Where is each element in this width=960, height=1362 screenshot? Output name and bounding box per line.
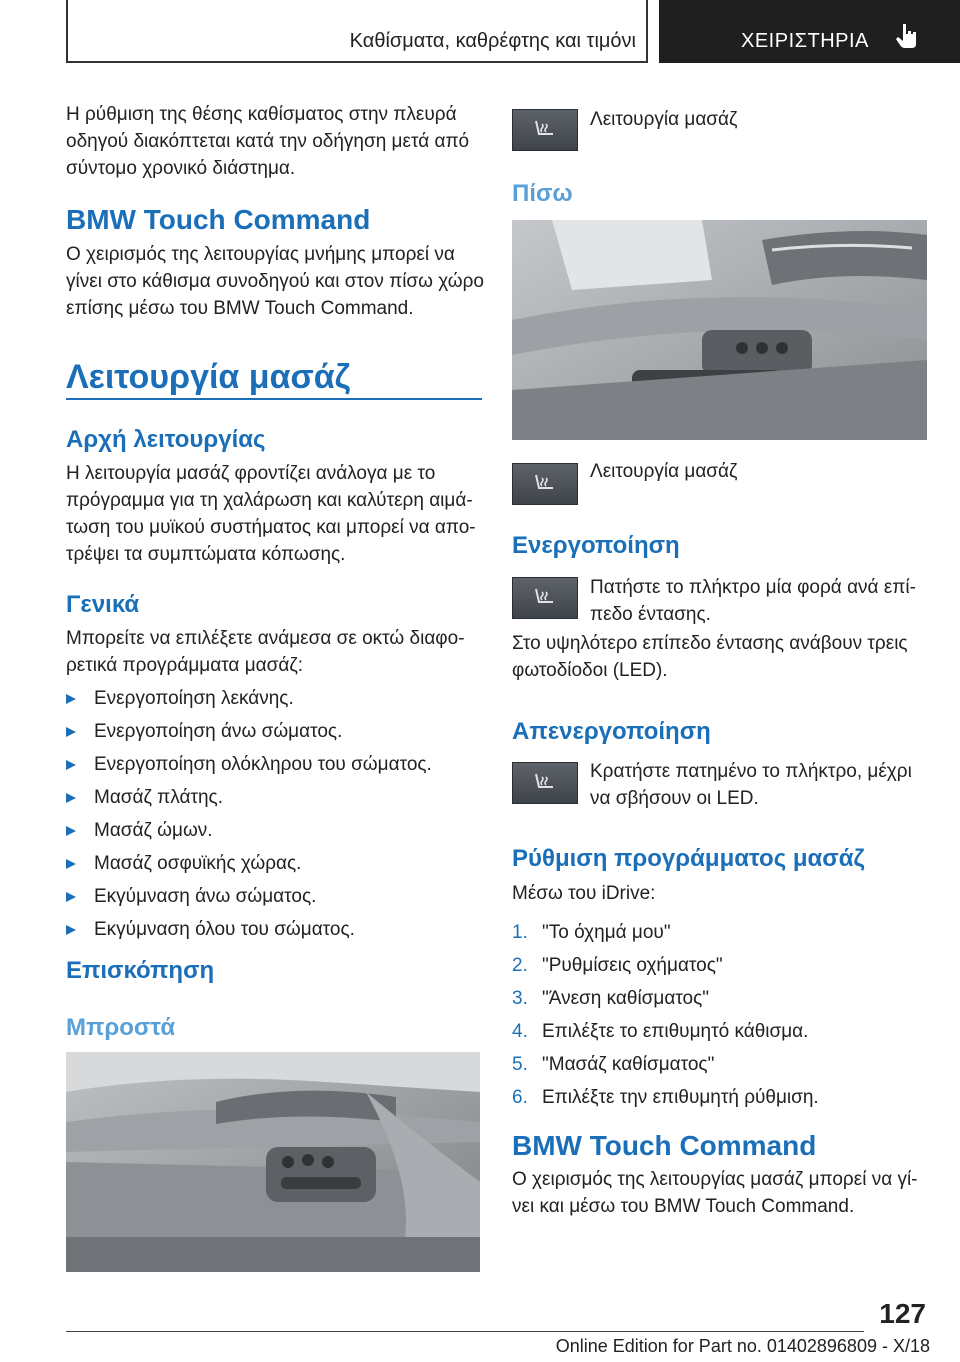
chapter-tab[interactable] — [659, 0, 960, 63]
list-item: Μασάζ οσφυϊκής χώρας. — [66, 850, 466, 877]
footer-rule — [66, 1331, 864, 1332]
triangle-bullet-icon — [66, 793, 76, 803]
seat-massage-icon — [533, 771, 557, 795]
front-heading: Μπροστά — [66, 1014, 176, 1041]
intro-line-2: οδηγού διακόπτεται κατά την οδήγηση μετά από — [66, 131, 470, 152]
touch-command-heading: BMW Touch Command — [66, 204, 371, 235]
pointing-hand-icon — [894, 22, 920, 55]
heading-rule — [66, 398, 482, 400]
triangle-bullet-icon — [66, 859, 76, 869]
principle-line-1: Η λειτουργία μασάζ φροντίζει ανάλογα με το — [66, 463, 436, 484]
principle-line-4: τρέψει τα συμπτώματα κόπωσης. — [66, 544, 346, 565]
program-setting-heading: Ρύθμιση προγράμματος μασάζ — [512, 845, 865, 872]
via-idrive-text: Μέσω του iDrive: — [512, 883, 656, 904]
principle-line-3: τωση του μυϊκού συστήματος και μπορεί να απο- — [66, 517, 476, 538]
list-item: 3. "Άνεση καθίσματος" — [512, 988, 710, 1009]
touch-right-line-1: Ο χειρισμός της λειτουργίας μασάζ μπορεί να γί- — [512, 1169, 918, 1190]
list-item: 2. "Ρυθμίσεις οχήματος" — [512, 955, 723, 976]
touch-command-heading-right: BMW Touch Command — [512, 1130, 817, 1161]
rear-door-photo — [512, 220, 927, 440]
general-heading: Γενικά — [66, 591, 140, 618]
list-item: Μασάζ ώμων. — [66, 817, 466, 844]
general-line-1: Μπορείτε να επιλέξετε ανάμεσα σε οκτώ διαφο- — [66, 628, 465, 649]
massage-function-heading: Λειτουργία μασάζ — [66, 358, 351, 396]
list-item: Ενεργοποίηση ολόκληρου του σώματος. — [66, 751, 466, 778]
activation-heading: Ενεργοποίηση — [512, 532, 680, 559]
list-item: 5. "Μασάζ καθίσματος" — [512, 1054, 715, 1075]
seat-massage-icon — [533, 118, 557, 142]
deactivation-heading: Απενεργοποίηση — [512, 718, 711, 745]
activation-button-line-2: πεδο έντασης. — [590, 604, 711, 625]
triangle-bullet-icon — [66, 694, 76, 704]
touch-line-3: επίσης μέσω του BMW Touch Command. — [66, 298, 414, 319]
touch-line-1: Ο χειρισμός της λειτουργίας μνήμης μπορεί να — [66, 244, 455, 265]
massage-button-image — [512, 109, 578, 151]
touch-right-line-2: νει και μέσω του BMW Touch Command. — [512, 1196, 855, 1217]
activation-line-2: φωτοδίοδοι (LED). — [512, 660, 668, 681]
triangle-bullet-icon — [66, 925, 76, 935]
massage-button-image — [512, 577, 578, 619]
seat-massage-icon — [533, 472, 557, 496]
list-item: Εκγύμναση άνω σώματος. — [66, 883, 466, 910]
triangle-bullet-icon — [66, 826, 76, 836]
triangle-bullet-icon — [66, 760, 76, 770]
principle-heading: Αρχή λειτουργίας — [66, 426, 266, 453]
triangle-bullet-icon — [66, 892, 76, 902]
list-item: Ενεργοποίηση άνω σώματος. — [66, 718, 466, 745]
activation-line-1: Στο υψηλότερο επίπεδο έντασης ανάβουν τρεις — [512, 633, 908, 654]
list-item: 1. "Το όχημά μου" — [512, 922, 671, 943]
deactivation-button-line-1: Κρατήστε πατημένο το πλήκτρο, μέχρι — [590, 761, 912, 782]
section-title: Καθίσματα, καθρέφτης και τιμόνι — [349, 30, 636, 52]
list-item: Μασάζ πλάτης. — [66, 784, 466, 811]
seat-massage-icon — [533, 586, 557, 610]
list-item: 6. Επιλέξτε την επιθυμητή ρύθμιση. — [512, 1087, 819, 1108]
page-number: 127 — [879, 1298, 926, 1329]
massage-button-label: Λειτουργία μασάζ — [590, 109, 738, 130]
deactivation-button-line-2: να σβήσουν οι LED. — [590, 788, 759, 809]
intro-line-1: Η ρύθμιση της θέσης καθίσματος στην πλευρά — [66, 104, 457, 125]
overview-heading: Επισκόπηση — [66, 957, 215, 984]
chapter-tab-label: ΧΕΙΡΙΣΤΗΡΙΑ — [741, 30, 869, 52]
triangle-bullet-icon — [66, 727, 76, 737]
activation-button-line-1: Πατήστε το πλήκτρο μία φορά ανά επί- — [590, 577, 916, 598]
massage-button-image — [512, 463, 578, 505]
principle-line-2: πρόγραμμα για τη χαλάρωση και καλύτερη αιμά- — [66, 490, 473, 511]
list-item: Ενεργοποίηση λεκάνης. — [66, 685, 466, 712]
front-door-photo — [66, 1052, 480, 1272]
touch-line-2: γίνει στο κάθισμα συνοδηγού και στον πίσω χώρο — [66, 271, 484, 292]
edition-footer: Online Edition for Part no. 01402896809 - X/18 — [555, 1336, 930, 1356]
list-item: Εκγύμναση όλου του σώματος. — [66, 916, 466, 943]
massage-button-label: Λειτουργία μασάζ — [590, 461, 738, 482]
massage-button-image — [512, 762, 578, 804]
intro-line-3: σύντομο χρονικό διάστημα. — [66, 158, 296, 179]
general-line-2: ρετικά προγράμματα μασάζ: — [66, 655, 303, 676]
list-item: 4. Επιλέξτε το επιθυμητό κάθισμα. — [512, 1021, 809, 1042]
rear-heading: Πίσω — [512, 180, 573, 207]
